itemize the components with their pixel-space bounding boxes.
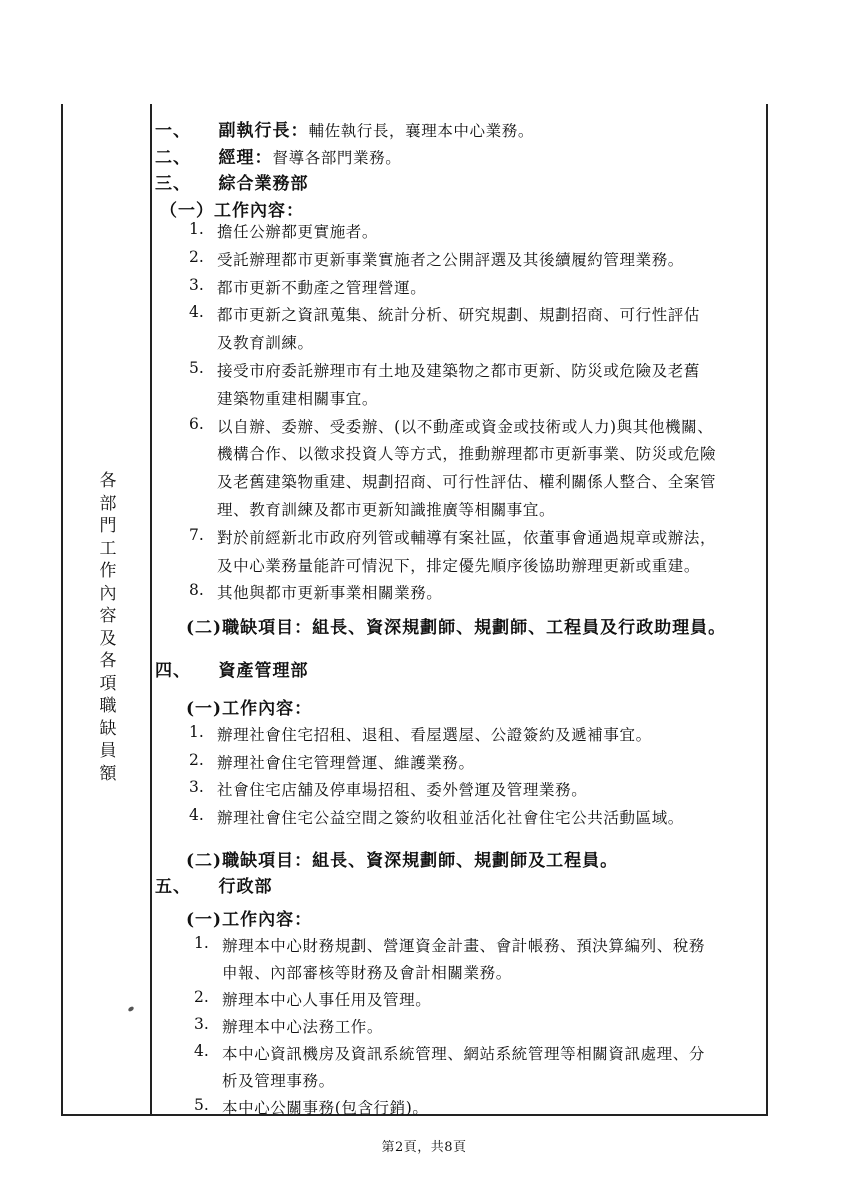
left-label-char: 門 <box>99 516 117 536</box>
item-1 <box>155 116 534 141</box>
item-1-text: 輔佐執行長，襄理本中心業務。 <box>308 122 534 140</box>
item-4-mark: 四、 <box>155 661 191 681</box>
section-4-item-number: 2. <box>189 750 204 769</box>
section-3-item-text: 受託辦理都市更新事業實施者之公開評選及其後續履約管理業務。 <box>217 250 684 269</box>
item-1-mark: 一、 <box>155 121 191 141</box>
left-label-char: 部 <box>99 493 117 514</box>
section-5-item-text: 辦理本中心法務工作。 <box>222 1018 384 1036</box>
section-4-jobs: (二)職缺項目：組長、資深規劃師、規劃師及工程員。 <box>186 851 619 871</box>
section-3-item-number: 8. <box>189 581 204 600</box>
section-3-item-number: 1. <box>189 220 204 238</box>
section-5-item-number: 2. <box>194 988 209 1006</box>
left-label-char: 缺 <box>99 718 117 739</box>
item-2 <box>155 143 401 168</box>
section-3-item-text: 及中心業務量能許可情況下，排定優先順序後協助辦理更新或重建。 <box>217 556 701 575</box>
item-3-title: 綜合業務部 <box>218 174 309 194</box>
section-5-item-text: 申報、內部審核等財務及會計相關業務。 <box>222 964 512 982</box>
section-5-item-text: 本中心公關事務(包含行銷)。 <box>222 1099 429 1117</box>
section-5-item-number: 3. <box>194 1015 209 1033</box>
section-4-item-number: 3. <box>189 778 204 796</box>
section-4-item-text: 辦理社會住宅公益空間之簽約收租並活化社會住宅公共活動區域。 <box>217 808 684 827</box>
section-3-item-text: 及教育訓練。 <box>217 334 314 353</box>
left-column-label <box>96 470 120 785</box>
section-3-item-text: 以自辦、委辦、受委辦、(以不動產或資金或技術或人力)與其他機關、 <box>217 417 714 436</box>
section-5-item-number: 5. <box>194 1096 209 1114</box>
left-label-char: 項 <box>99 673 117 694</box>
item-5-mark: 五、 <box>155 877 191 897</box>
page-footer: 第2頁，共8頁 <box>381 1140 467 1155</box>
left-label-char: 內 <box>99 583 117 604</box>
section-3-item-text: 都市更新不動產之管理營運。 <box>217 278 427 297</box>
section-4-item-text: 辦理社會住宅招租、退租、看屋選屋、公證簽約及遞補事宜。 <box>217 726 652 744</box>
section-4-item-text: 社會住宅店舖及停車場招租、委外營運及管理業務。 <box>217 781 588 799</box>
left-label-char: 及 <box>99 628 117 649</box>
left-label-char: 職 <box>99 696 117 716</box>
left-label-char: 容 <box>99 606 117 626</box>
section-3-item-text: 擔任公辦都更實施者。 <box>217 223 379 241</box>
left-label-char: 工 <box>99 538 117 559</box>
section-5-item-number: 4. <box>194 1042 209 1060</box>
left-label-char: 作 <box>99 561 117 581</box>
left-label-char: 各 <box>99 651 117 671</box>
item-5-title: 行政部 <box>218 877 273 897</box>
item-2-text: 督導各部門業務。 <box>272 149 402 167</box>
section-3-item-text: 及老舊建築物重建、規劃招商、可行性評估、權利關係人整合、全案管 <box>217 473 717 492</box>
item-3 <box>155 169 309 194</box>
section-3-item-text: 接受市府委託辦理市有土地及建築物之都市更新、防災或危險及老舊 <box>217 362 701 380</box>
section-3-item-text: 建築物重建相關事宜。 <box>217 389 379 408</box>
section-3-item-text: 都市更新之資訊蒐集、統計分析、研究規劃、規劃招商、可行性評估 <box>217 306 701 325</box>
section-3-jobs: (二)職缺項目：組長、資深規劃師、規劃師、工程員及行政助理員。 <box>186 618 727 638</box>
item-4-title: 資產管理部 <box>218 661 309 681</box>
section-3-item-number: 3. <box>189 275 204 294</box>
section-5-item-text: 辦理本中心財務規劃、營運資金計畫、會計帳務、預決算編列、稅務 <box>222 937 706 955</box>
section-3-item-number: 2. <box>189 247 204 266</box>
item-3-mark: 三、 <box>155 174 191 194</box>
section-5-item-text: 本中心資訊機房及資訊系統管理、網站系統管理等相關資訊處理、分 <box>222 1045 706 1063</box>
section-5-item-text: 辦理本中心人事任用及管理。 <box>222 991 432 1009</box>
section-3-item-number: 7. <box>189 525 204 544</box>
section-3-item-text: 理、教育訓練及都市更新知識推廣等相關事宜。 <box>217 501 556 519</box>
section-3-item-text: 其他與都市更新事業相關業務。 <box>217 584 443 603</box>
item-5 <box>155 872 273 897</box>
section-3-item-number: 6. <box>189 414 204 433</box>
section-3-item-text: 對於前經新北市政府列管或輔導有案社區，依董事會通過規章或辦法， <box>217 528 717 547</box>
item-4 <box>155 656 309 681</box>
section-4-item-number: 4. <box>189 805 204 824</box>
section-5-item-text: 析及管理事務。 <box>222 1072 335 1090</box>
section-4-work-heading: (一)工作內容： <box>186 699 313 719</box>
item-2-title: 經理： <box>218 148 273 168</box>
section-5-item-number: 1. <box>194 934 209 952</box>
section-3-work-heading: （一）工作內容： <box>160 201 304 221</box>
item-1-title: 副執行長： <box>218 121 309 141</box>
left-label-char: 各 <box>99 471 117 491</box>
section-3-item-number: 4. <box>189 303 204 322</box>
section-4-item-number: 1. <box>189 723 204 741</box>
section-3-item-number: 5. <box>189 359 204 377</box>
left-label-char: 員 <box>99 741 117 761</box>
item-2-mark: 二、 <box>155 148 191 168</box>
left-label-char: 額 <box>99 763 117 784</box>
section-5-work-heading: (一)工作內容： <box>186 910 313 930</box>
column-divider <box>150 104 152 1116</box>
section-3-item-text: 機構合作、以徵求投資人等方式，推動辦理都市更新事業、防災或危險 <box>217 445 717 464</box>
section-4-item-text: 辦理社會住宅管理營運、維護業務。 <box>217 753 475 772</box>
